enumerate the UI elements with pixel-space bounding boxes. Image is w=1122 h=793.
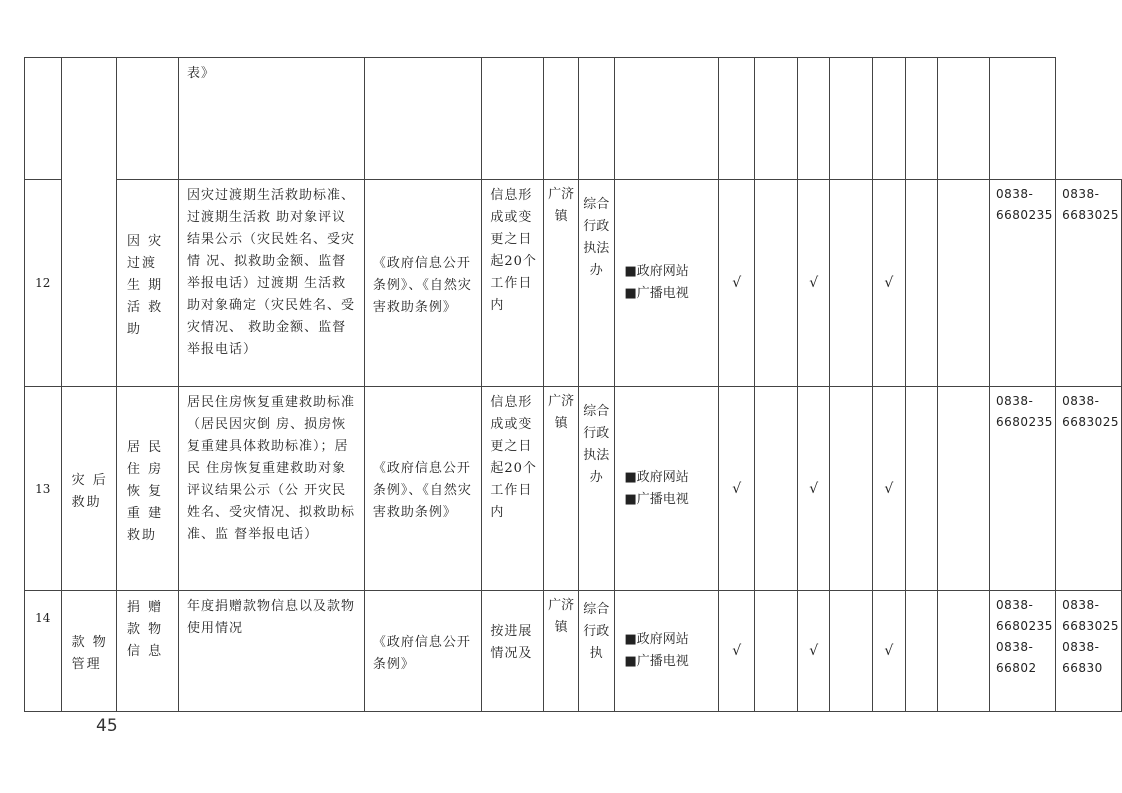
category-text: 款 物 管理 bbox=[71, 635, 108, 672]
phone-text: 0838-6680235 bbox=[995, 394, 1053, 429]
table-row bbox=[25, 180, 1122, 387]
cell-subject-a bbox=[544, 180, 579, 387]
time-text: 信息形成或变更之日起20个工作日内 bbox=[490, 188, 537, 313]
phone-text: 0838-6680235 bbox=[995, 187, 1053, 222]
cell-phone-2 bbox=[1056, 387, 1122, 591]
table-row bbox=[25, 58, 1122, 180]
cell-subject-a bbox=[544, 591, 579, 712]
cell-item bbox=[117, 180, 179, 387]
subject-b-text: 综合行政执 bbox=[583, 602, 610, 661]
cell-content bbox=[179, 58, 365, 180]
phone-text: 0838-6683025 bbox=[1062, 598, 1120, 633]
check-mark: √ bbox=[873, 180, 905, 387]
cell-item bbox=[117, 58, 179, 180]
cell-basis bbox=[364, 591, 481, 712]
cell-subject-b bbox=[578, 180, 614, 387]
channel-website: ■政府网站 bbox=[624, 632, 689, 647]
channel-website: ■政府网站 bbox=[624, 264, 689, 279]
phone-text: 0838-6683025 bbox=[1062, 394, 1120, 429]
check-mark: √ bbox=[798, 591, 830, 712]
time-text: 信息形成或变更之日起20个工作日内 bbox=[490, 395, 537, 520]
check-mark: √ bbox=[719, 591, 755, 712]
channel-website: ■政府网站 bbox=[624, 469, 689, 485]
row-number: 13 bbox=[25, 387, 62, 591]
cell-item bbox=[117, 387, 179, 591]
check-mark: √ bbox=[873, 591, 905, 712]
cell-time bbox=[482, 387, 544, 591]
content-text: 表》 bbox=[187, 66, 216, 81]
check-mark: √ bbox=[798, 180, 830, 387]
check-mark: √ bbox=[719, 387, 755, 591]
page-number: 45 bbox=[96, 716, 118, 736]
basis-text: 《政府信息公开条例》、《自然灾害救助条例》 bbox=[372, 461, 472, 520]
category-text: 灾 后 救助 bbox=[71, 472, 108, 510]
phone-text: 0838-66830 bbox=[1062, 640, 1103, 675]
content-text: 因灾过渡期生活救助标准、过渡期生活救 助对象评议结果公示（灾民姓名、受灾情 况、拟救助金额、监督举报电话）过渡期 生活救助对象确定（灾民姓名、受灾情况、 救助金额、监督举报电话） bbox=[187, 188, 356, 357]
cell-time bbox=[482, 591, 544, 712]
cell-category bbox=[61, 387, 116, 591]
basis-text: 《政府信息公开条例》 bbox=[372, 634, 471, 672]
cell-channels bbox=[614, 180, 719, 387]
cell-basis bbox=[364, 180, 481, 387]
phone-text: 0838-6683025 bbox=[1062, 187, 1120, 222]
check-mark: √ bbox=[798, 387, 830, 591]
cell-item bbox=[117, 591, 179, 712]
cell-content bbox=[179, 387, 365, 591]
cell-phone-1 bbox=[989, 591, 1055, 712]
cell-phone-2 bbox=[1056, 591, 1122, 712]
time-text: 按进展情况及 bbox=[490, 624, 533, 661]
basis-text: 《政府信息公开条例》、《自然灾害救助条例》 bbox=[372, 255, 472, 315]
cell-phone-2 bbox=[1056, 180, 1122, 387]
phone-text: 0838-6680235 bbox=[995, 598, 1053, 633]
check-mark: √ bbox=[719, 180, 755, 387]
phone-text: 0838-66802 bbox=[995, 640, 1037, 675]
channel-broadcast: ■广播电视 bbox=[624, 654, 689, 669]
cell-time bbox=[482, 180, 544, 387]
cell-no bbox=[25, 58, 62, 180]
subject-a-text: 广济镇 bbox=[548, 187, 575, 224]
cell-basis bbox=[364, 387, 481, 591]
cell-channels bbox=[614, 591, 719, 712]
item-text: 捐 赠 款 物 信 息 bbox=[127, 600, 164, 659]
cell-category bbox=[61, 591, 116, 712]
cell-content bbox=[179, 591, 365, 712]
subject-b-text: 综合行政执法办 bbox=[583, 404, 610, 485]
disclosure-table bbox=[24, 57, 1122, 712]
cell-phone-1 bbox=[989, 180, 1055, 387]
subject-a-text: 广济镇 bbox=[548, 394, 575, 431]
row-number: 14 bbox=[25, 591, 62, 712]
cell-phone-1 bbox=[989, 387, 1055, 591]
cell-subject-b bbox=[578, 591, 614, 712]
content-text: 居民住房恢复重建救助标准（居民因灾倒 房、损房恢复重建具体救助标准）；居民 住房恢复重建救助对象评议结果公示（公 开灾民姓名、受灾情况、拟救助标准、监 督举报电话） bbox=[187, 395, 356, 542]
subject-a-text: 广济镇 bbox=[548, 598, 575, 635]
cell-channels bbox=[614, 387, 719, 591]
content-text: 年度捐赠款物信息以及款物使用情况 bbox=[187, 599, 356, 636]
item-text: 居 民 住 房 恢 复 重 建 救助 bbox=[127, 439, 164, 543]
channel-broadcast: ■广播电视 bbox=[624, 491, 689, 507]
cell-content bbox=[179, 180, 365, 387]
item-text: 因 灾 过渡 生 期 活 救 助 bbox=[127, 234, 164, 337]
check-mark: √ bbox=[873, 387, 905, 591]
row-number: 12 bbox=[25, 180, 62, 387]
cell-category bbox=[61, 58, 116, 387]
table-row bbox=[25, 591, 1122, 712]
cell-subject-b bbox=[578, 387, 614, 591]
subject-b-text: 综合行政执法办 bbox=[583, 197, 610, 278]
table-row bbox=[25, 387, 1122, 591]
channel-broadcast: ■广播电视 bbox=[624, 286, 689, 301]
cell-subject-a bbox=[544, 387, 579, 591]
